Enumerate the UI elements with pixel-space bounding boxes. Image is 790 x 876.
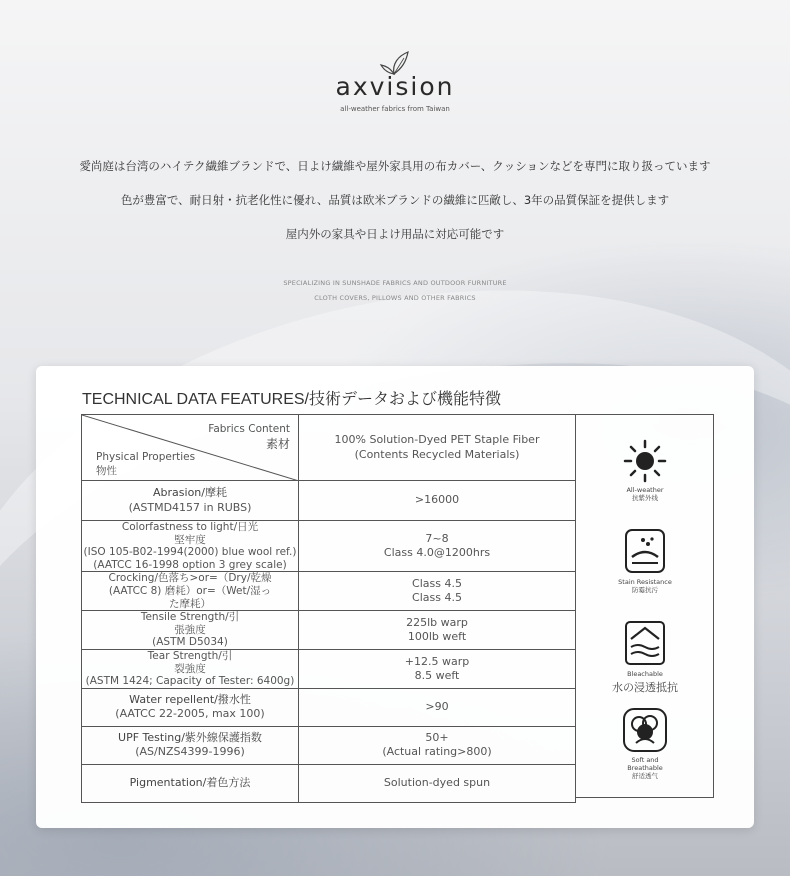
- value-cell: [299, 649, 576, 688]
- value-line-1: >90: [425, 700, 449, 714]
- value-line-1: 7~8: [425, 531, 449, 545]
- value-cell: [299, 726, 576, 764]
- sun-icon: [623, 439, 667, 483]
- feature-soft-breathable: [576, 707, 714, 780]
- intro-line-3: 屋内外の家具や日よけ用品に対応可能です: [285, 227, 505, 241]
- value-line-2: 100lb weft: [407, 630, 467, 644]
- property-standard-2: (AATCC 16-1998 option 3 grey scale): [93, 558, 287, 571]
- feature-bleachable: [576, 619, 714, 695]
- value-cell: [299, 764, 576, 802]
- property-name: UPF Testing/紫外線保護指数: [118, 730, 262, 744]
- feature-caption-en: Stain Resistance: [618, 578, 672, 586]
- intro-line-1: 愛尚庭は台湾のハイテク繊維ブランドで、日よけ繊維や屋外家具用の布カバー、クッションなどを専門に取り扱っています: [79, 159, 711, 173]
- feature-caption-zh: 舒适透气: [632, 771, 658, 780]
- property-name: Pigmentation/着色方法: [129, 776, 251, 790]
- feature-caption-en: Bleachable: [627, 670, 663, 678]
- property-name: Water repellent/撥水性: [129, 692, 251, 706]
- property-name-cont: 堅牢度: [174, 533, 206, 546]
- table-row: [82, 764, 576, 802]
- feature-caption-en: All-weather: [626, 486, 664, 494]
- header-material-line-2: (Contents Recycled Materials): [354, 447, 520, 461]
- property-name-cont: 張強度: [174, 623, 206, 636]
- cotton-icon: [622, 707, 668, 753]
- logo-wordmark: axvision: [335, 72, 455, 101]
- table-row: [82, 521, 576, 572]
- header-fabrics-content-jp: 素材: [265, 436, 290, 451]
- value-cell: [299, 572, 576, 611]
- feature-stain-resistance: [576, 527, 714, 595]
- value-line-1: 50+: [425, 730, 449, 744]
- property-name: Abrasion/摩耗: [153, 486, 227, 500]
- table-header-row: [82, 415, 576, 481]
- value-cell: [299, 611, 576, 650]
- property-name: Tear Strength/引: [147, 649, 233, 662]
- stain-resistance-icon: [623, 527, 667, 575]
- property-cell: [82, 764, 299, 802]
- section-title: TECHNICAL DATA FEATURES/技術データおよび機能特徴: [82, 391, 501, 408]
- property-cell: [82, 481, 299, 521]
- bleachable-icon: [623, 619, 667, 667]
- property-standard: (ASTM D5034): [152, 636, 228, 649]
- property-cell: [82, 649, 299, 688]
- header-material-cell: [299, 415, 576, 481]
- table-row: [82, 481, 576, 521]
- intro-line-2: 色が豊富で、耐日射・抗老化性に優れ、品質は欧米ブランドの繊維に匹敵し、3年の品質保証を提供します: [120, 193, 670, 207]
- property-standard: (ASTM 1424; Capacity of Tester: 6400g): [85, 675, 295, 688]
- value-line-2: (Actual rating>800): [382, 745, 492, 759]
- value-line-2: Class 4.0@1200hrs: [383, 546, 491, 560]
- value-line-1: Solution-dyed spun: [383, 776, 491, 790]
- feature-caption-zh: 防霉抗污: [632, 585, 658, 594]
- table-row: [82, 611, 576, 650]
- header-physical-properties-en: Physical Properties: [96, 451, 196, 463]
- property-cell: [82, 688, 299, 726]
- header-material-line-1: 100% Solution-Dyed PET Staple Fiber: [334, 433, 540, 447]
- value-cell: [299, 481, 576, 521]
- property-name: Colorfastness to light/日光: [121, 521, 259, 533]
- header-fabrics-content-en: Fabrics Content: [208, 423, 290, 435]
- property-standard: (ASTMD4157 in RUBS): [128, 500, 252, 514]
- intro-en-line-1: SPECIALIZING IN SUNSHADE FABRICS AND OUTDOOR FURNITURE: [283, 279, 507, 287]
- value-cell: [299, 521, 576, 572]
- feature-caption-zh: 抗紫外线: [632, 493, 658, 502]
- value-line-2: 8.5 weft: [414, 668, 460, 682]
- property-name: Crocking/色落ち>or=（Dry/乾燥: [108, 572, 272, 585]
- value-line-2: Class 4.5: [412, 591, 462, 605]
- value-cell: [299, 688, 576, 726]
- spec-table: [81, 414, 576, 803]
- table-row: [82, 726, 576, 764]
- property-name: Tensile Strength/引: [140, 611, 240, 624]
- header-physical-properties-jp: 物性: [96, 464, 117, 477]
- feature-all-weather: [576, 439, 714, 503]
- feature-caption-en: Soft and: [631, 756, 659, 764]
- property-standard: (ISO 105-B02-1994(2000) blue wool ref.): [83, 546, 297, 559]
- property-standard: (AATCC 22-2005, max 100): [115, 707, 265, 721]
- property-name-cont: 裂強度: [174, 662, 206, 675]
- property-cell: [82, 521, 299, 572]
- property-standard: (AS/NZS4399-1996): [135, 745, 245, 759]
- value-line-1: >16000: [414, 493, 460, 507]
- property-cell: [82, 726, 299, 764]
- property-cell: [82, 611, 299, 650]
- header-fabrics-content: [208, 423, 290, 452]
- table-row: [82, 572, 576, 611]
- header-diagonal-cell: [82, 415, 299, 481]
- table-row: [82, 688, 576, 726]
- logo-tagline: all-weather fabrics from Taiwan: [340, 105, 450, 113]
- feature-caption-en-2: Breathable: [627, 763, 663, 772]
- header-physical-properties: [96, 451, 195, 478]
- table-row: [82, 649, 576, 688]
- value-line-1: +12.5 warp: [404, 654, 470, 668]
- brand-logo: [300, 50, 490, 120]
- feature-icon-column: [576, 414, 714, 798]
- value-line-1: Class 4.5: [412, 576, 462, 590]
- property-name-cont: た摩耗）: [169, 597, 211, 610]
- value-line-1: 225lb warp: [406, 615, 468, 629]
- feature-caption-jp: 水の浸透抵抗: [612, 680, 678, 694]
- property-cell: [82, 572, 299, 611]
- property-standard: (AATCC 8) 磨耗）or=（Wet/湿っ: [108, 584, 272, 597]
- intro-en-line-2: CLOTH COVERS, PILLOWS AND OTHER FABRICS: [314, 294, 476, 302]
